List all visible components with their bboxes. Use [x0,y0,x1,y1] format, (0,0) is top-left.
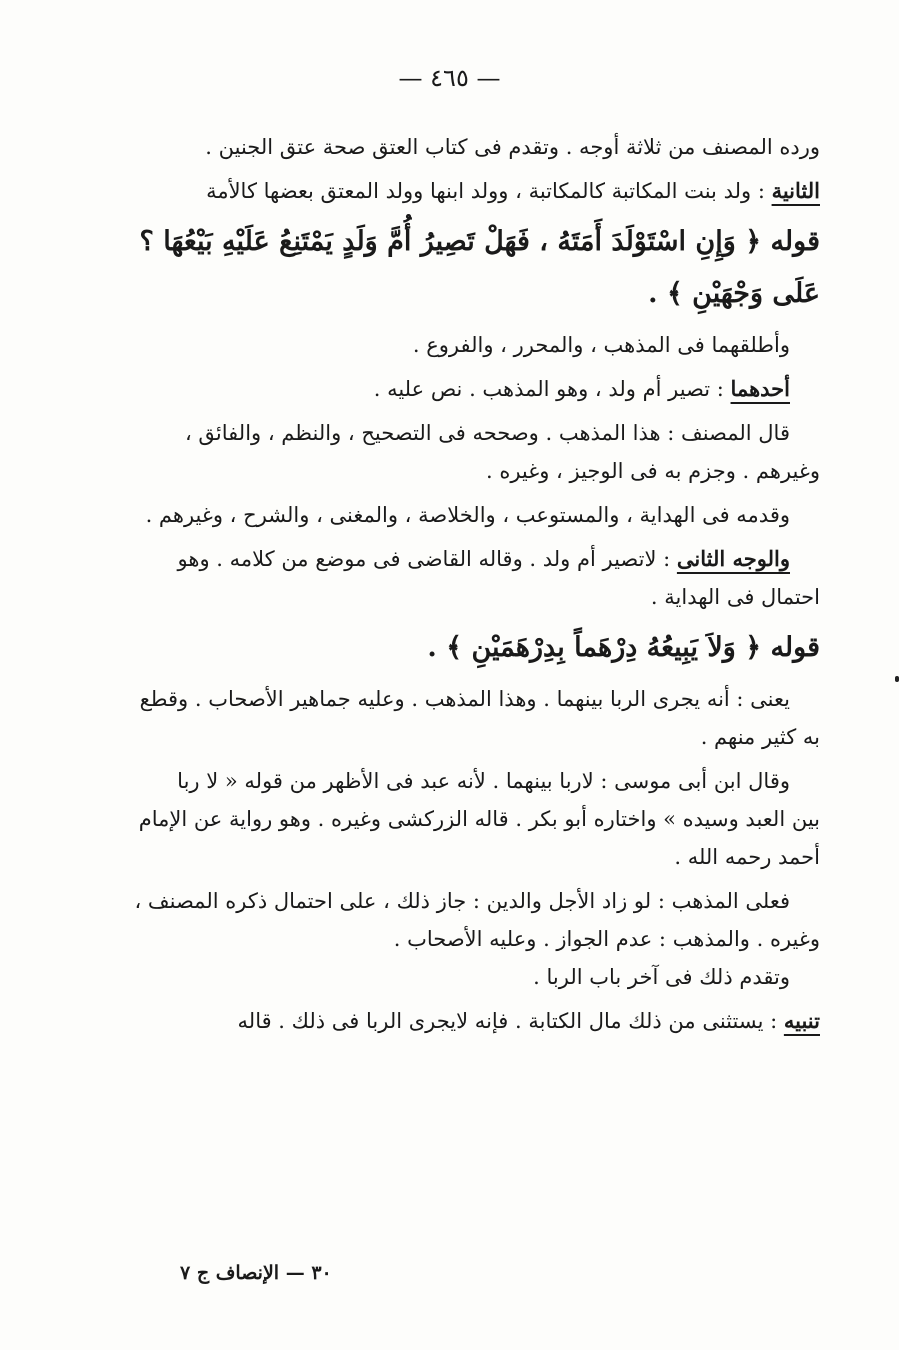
section-label: قوله [770,632,820,663]
margin-mark [895,676,899,682]
text-line [160,540,820,578]
text-line: وتقدم ذلك فى آخر باب الربا . [533,965,790,989]
quran-text: ﴿ وَإِنِ اسْتَوْلَدَ أَمَتَهُ ، فَهَلْ تَصِيرُ أُمَّ وَلَدٍ يَمْتَنِعُ عَلَيْهِ بَيْعُهَا ؟ [139,226,762,257]
line-text: : تصير أم ولد ، وهو المذهب . نص عليه . [373,377,724,401]
text-line [160,370,820,408]
line-text: : يستثنى من ذلك مال الكتابة . فإنه لايجرى الربا فى ذلك . قاله [237,1009,778,1033]
text-line [160,172,820,210]
text-line: وغيره . والمذهب : عدم الجواز . وعليه الأصحاب . [393,927,820,951]
line-text: : ولد بنت المكاتبة كالمكاتبة ، وولد ابنها وولد المعتق بعضها كالأمة [206,179,765,203]
text-line [160,268,820,320]
section-label: والوجه الثانى [676,546,790,571]
quran-text: ﴿ وَلاَ يَبِيعُهُ دِرْهَماً بِدِرْهَمَيْنِ ﴾ . [427,632,762,663]
text-line: أحمد رحمه الله . [674,845,820,869]
section-label: أحدهما [730,376,790,401]
text-line: وقال ابن أبى موسى : لاربا بينهما . لأنه عبد فى الأظهر من قوله « لا ربا [177,769,790,793]
section-label: الثانية [771,178,820,203]
footer-signature: ٣٠ — الإنصاف ج ٧ [180,1262,332,1284]
text-line [160,622,820,674]
section-label: تنبيه [783,1008,820,1033]
section-label: قوله [770,226,820,257]
text-line: وأطلقهما فى المذهب ، والمحرر ، والفروع . [412,333,790,357]
text-line: وقدمه فى الهداية ، والمستوعب ، والخلاصة ، والمغنى ، والشرح ، وغيرهم . [145,503,790,527]
page-number: — ٤٦٥ — [398,64,501,92]
text-line: به كثير منهم . [700,725,820,749]
text-line: فعلى المذهب : لو زاد الأجل والدين : جاز ذلك ، على احتمال ذكره المصنف ، [134,889,790,913]
text-line [160,1002,820,1040]
text-line: بين العبد وسيده » واختاره أبو بكر . قاله الزركشى وغيره . وهو رواية عن الإمام [138,807,820,831]
body-text [134,128,820,1040]
text-line: ورده المصنف من ثلاثة أوجه . وتقدم فى كتاب العتق صحة عتق الجنين . [205,135,820,159]
text-line [139,216,820,268]
quran-text: عَلَى وَجْهَيْنِ ﴾ . [648,278,820,309]
text-line: قال المصنف : هذا المذهب . وصححه فى التصحيح ، والنظم ، والفائق ، [184,421,790,445]
text-line: وغيرهم . وجزم به فى الوجيز ، وغيره . [485,459,820,483]
text-line: احتمال فى الهداية . [650,585,820,609]
text-line: يعنى : أنه يجرى الربا بينهما . وهذا المذهب . وعليه جماهير الأصحاب . وقطع [139,687,790,711]
line-text: : لاتصير أم ولد . وقاله القاضى فى موضع من كلامه . وهو [177,547,671,571]
